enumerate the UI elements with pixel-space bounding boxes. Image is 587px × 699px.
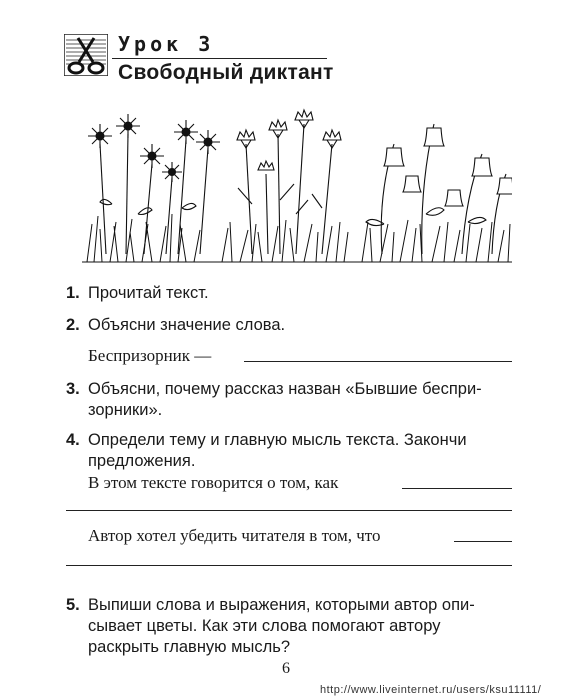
task-text-line: зорники». — [88, 401, 163, 419]
task-text-line: предложения. — [88, 452, 196, 470]
task-text-line: Выпиши слова и выражения, которыми автор опи- — [88, 596, 475, 614]
task-number: 5. — [66, 596, 80, 614]
watermark-url: http://www.liveinternet.ru/users/ksu11111/ — [320, 684, 542, 696]
answer-line[interactable] — [244, 361, 512, 362]
sentence-prompt-1: В этом тексте говорится о том, как — [88, 473, 339, 492]
task-2 — [66, 315, 285, 336]
task-4 — [66, 430, 467, 472]
answer-line[interactable] — [66, 565, 512, 566]
sentence-prompt-2: Автор хотел убедить читателя в том, что — [88, 526, 381, 545]
lesson-label: Урок 3 — [118, 32, 215, 56]
task-5 — [66, 595, 475, 658]
task-1 — [66, 283, 209, 304]
task-number: 4. — [66, 431, 80, 449]
answer-line[interactable] — [402, 488, 512, 489]
task-number: 2. — [66, 316, 80, 334]
answer-line[interactable] — [66, 510, 512, 511]
page-number: 6 — [282, 660, 290, 677]
word-prompt: Беспризорник — — [88, 346, 212, 365]
scissors-icon — [64, 34, 108, 76]
task-text-line: Определи тему и главную мысль текста. Закончи — [88, 431, 467, 449]
task-text-line: Объясни, почему рассказ назван «Бывшие беспри- — [88, 380, 482, 398]
lesson-title: Свободный диктант — [118, 61, 334, 84]
task-text-line: раскрыть главную мысль? — [88, 638, 290, 656]
task-text: Прочитай текст. — [88, 284, 209, 302]
task-number: 1. — [66, 284, 80, 302]
task-number: 3. — [66, 380, 80, 398]
task-3 — [66, 379, 482, 421]
wildflowers-illustration — [82, 104, 512, 264]
answer-line[interactable] — [454, 541, 512, 542]
task-text-line: сывает цветы. Как эти слова помогают автору — [88, 617, 441, 635]
header-divider — [112, 58, 327, 59]
task-text: Объясни значение слова. — [88, 316, 286, 334]
